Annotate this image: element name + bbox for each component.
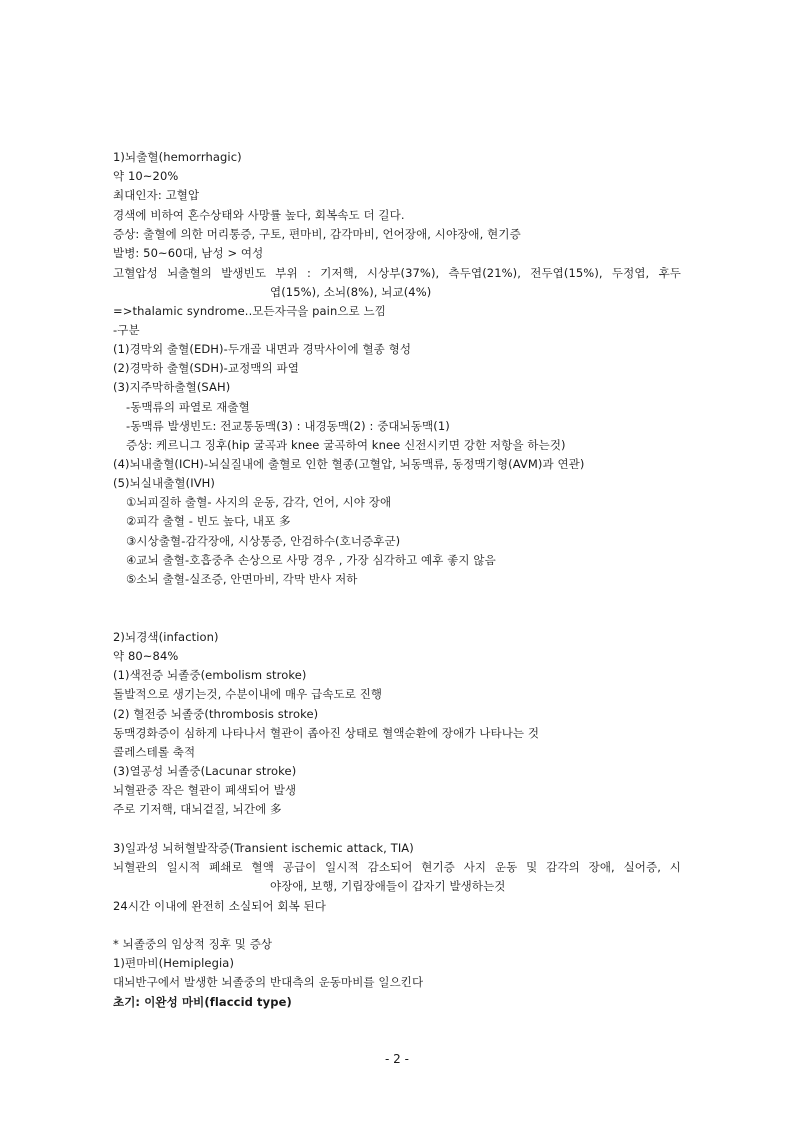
text-line: (2) 혈전증 뇌졸중(thrombosis stroke)	[113, 707, 319, 721]
text-line: 뇌혈관중 작은 혈관이 폐색되어 발생	[113, 783, 297, 797]
section-heading-clinical-signs: * 뇌졸중의 임상적 징후 및 증상	[113, 937, 273, 951]
list-item: ②피각 출혈 - 빈도 높다, 내포 多	[126, 514, 291, 528]
list-item: ③시상출혈-감각장애, 시상통증, 안검하수(호너증후군)	[126, 534, 401, 548]
text-line: 최대인자: 고혈압	[113, 188, 200, 202]
section-heading-tia: 3)일과성 뇌허혈발작증(Transient ischemic attack, TIA)	[113, 841, 414, 855]
text-line: 약 80~84%	[113, 649, 179, 663]
text-line: 대뇌반구에서 발생한 뇌졸중의 반대측의 운동마비를 일으킨다	[113, 975, 424, 989]
text-line: 고혈압성 뇌출혈의 발생빈도 부위 : 기저핵, 시상부(37%), 측두엽(21%), 전두엽(15%), 두정엽, 후두	[113, 266, 681, 280]
text-line: (1)색전증 뇌졸중(embolism stroke)	[113, 668, 307, 682]
text-line: (5)뇌실내출혈(IVH)	[113, 476, 216, 490]
text-line-indented: -동맥류 발생빈도: 전교통동맥(3) : 내경동맥(2) : 중대뇌동맥(1)	[126, 419, 450, 433]
text-line-indented: -동맥류의 파열로 재출혈	[126, 400, 250, 414]
text-line: 24시간 이내에 완전히 소실되어 회복 된다	[113, 899, 326, 913]
text-line: 증상: 출혈에 의한 머리통증, 구토, 편마비, 감각마비, 언어장애, 시야장애, 현기증	[113, 227, 521, 241]
text-line: =>thalamic syndrome..모든자극을 pain으로 느낌	[113, 304, 386, 318]
text-line: 주로 기저핵, 대뇌겉질, 뇌간에 多	[113, 802, 282, 816]
section-heading-infaction: 2)뇌경색(infaction)	[113, 630, 219, 644]
text-line: 동맥경화증이 심하게 나타나서 혈관이 좁아진 상태로 혈액순환에 장애가 나타나는 것	[113, 726, 540, 740]
list-item: ①뇌피질하 출혈- 사지의 운동, 감각, 언어, 시야 장애	[126, 495, 392, 509]
text-line: 콜레스테롤 축적	[113, 745, 196, 759]
text-line: (3)지주막하출혈(SAH)	[113, 380, 231, 394]
text-line: 뇌혈관의 일시적 폐쇄로 혈액 공급이 일시적 감소되어 현기증 사지 운동 및 감각의 장애, 실어증, 시	[113, 860, 681, 874]
text-line: (2)경막하 출혈(SDH)-교정맥의 파열	[113, 361, 299, 375]
text-line: 약 10~20%	[113, 169, 179, 183]
text-line-bold: 초기: 이완성 마비(flaccid type)	[113, 995, 292, 1009]
text-line: (4)뇌내출혈(ICH)-뇌실질내에 출혈로 인한 혈종(고혈압, 뇌동맥류, 동정맥기형(AVM)과 연관)	[113, 457, 585, 471]
text-line: (3)열공성 뇌졸중(Lacunar stroke)	[113, 764, 297, 778]
text-line: 발병: 50~60대, 남성 > 여성	[113, 246, 264, 260]
section-heading-hemorrhagic: 1)뇌출혈(hemorrhagic)	[113, 150, 242, 164]
text-line-continued: 야장애, 보행, 기립장애들이 갑자기 발생하는것	[270, 879, 506, 893]
text-line: 1)편마비(Hemiplegia)	[113, 956, 235, 970]
text-line: -구분	[113, 323, 140, 337]
text-line: (1)경막외 출혈(EDH)-두개골 내면과 경막사이에 혈종 형성	[113, 342, 412, 356]
text-line: 돌발적으로 생기는것, 수분이내에 매우 급속도로 진행	[113, 687, 383, 701]
text-line: 경색에 비하여 혼수상태와 사망률 높다, 회복속도 더 길다.	[113, 208, 405, 222]
text-line-continued: 엽(15%), 소뇌(8%), 뇌교(4%)	[270, 285, 432, 299]
text-line-indented: 증상: 케르니그 징후(hip 굴곡과 knee 굴곡하여 knee 신전시키면 강한 저항을 하는것)	[126, 438, 566, 452]
list-item: ④교뇌 출혈-호흡중추 손상으로 사망 경우 , 가장 심각하고 예후 좋지 않음	[126, 553, 496, 567]
list-item: ⑤소뇌 출혈-실조증, 안면마비, 각막 반사 저하	[126, 572, 358, 586]
page-number: - 2 -	[385, 1052, 409, 1066]
